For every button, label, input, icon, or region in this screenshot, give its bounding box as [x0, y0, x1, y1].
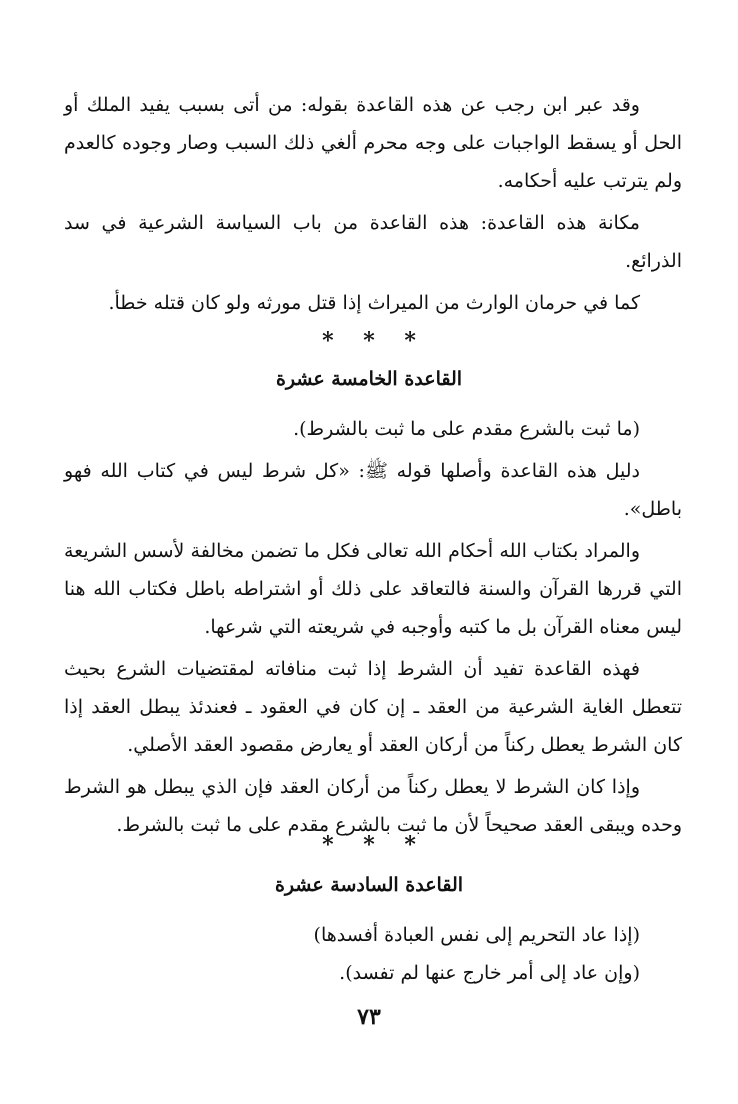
- rule-16-line-2: (وإن عاد إلى أمر خارج عنها لم تفسد).: [339, 962, 640, 984]
- rule-15-title: القاعدة الخامسة عشرة: [275, 368, 463, 390]
- rule-15-conclusion-paragraph: وإذا كان الشرط لا يعطل ركناً من أركان العقد فإن الذي يبطل هو الشرط وحده ويبقى العقد صحيحاً لأن ما ثبت بالشرع مقدم على ما ثبت بالشرط.: [64, 776, 682, 836]
- rule-15-body: [64, 410, 682, 844]
- ibn-rajab-paragraph: وقد عبر ابن رجب عن هذه القاعدة بقوله: من أتى بسبب يفيد الملك أو الحل أو يسقط الواجبات على وجه محرم ألغي ذلك السبب وصار وجوده كالعدم ولم يترتب عليه أحكامه.: [64, 94, 682, 192]
- previous-rule-continuation: [64, 86, 682, 322]
- rule-16-body: [64, 916, 682, 992]
- rule-16-line-1: (إذا عاد التحريم إلى نفس العبادة أفسدها): [313, 924, 640, 946]
- rule-15-statement: (ما ثبت بالشرع مقدم على ما ثبت بالشرط).: [293, 418, 640, 440]
- rule-status-paragraph: مكانة هذه القاعدة: هذه القاعدة من باب السياسة الشرعية في سد الذرائع.: [64, 212, 682, 272]
- section-separator-stars: * * *: [322, 328, 416, 354]
- rule-15-implication-paragraph: فهذه القاعدة تفيد أن الشرط إذا ثبت منافاته لمقتضيات الشرع بحيث تتعطل الغاية الشرعية من العقد ـ إن كان في العقود ـ فعندئذ يبطل العقد إذا كان الشرط يعطل ركناً من أركان العقد أو يعارض مقصود العقد الأصلي.: [64, 658, 682, 756]
- rule-15-meaning-paragraph: والمراد بكتاب الله أحكام الله تعالى فكل ما تضمن مخالفة لأسس الشريعة التي قررها القرآن والسنة فالتعاقد على ذلك أو اشتراطه باطل فكتاب الله هنا ليس معناه القرآن بل ما كتبه وأوجبه في شريعته التي شرعها.: [64, 540, 682, 638]
- section-separator-stars-2: * * *: [322, 832, 416, 858]
- inheritance-example-paragraph: كما في حرمان الوارث من الميراث إذا قتل مورثه ولو كان قتله خطأ.: [108, 292, 640, 314]
- rule-16-title: القاعدة السادسة عشرة: [274, 874, 464, 896]
- page-number: ٧٣: [357, 1004, 381, 1030]
- rule-15-evidence-paragraph: دليل هذه القاعدة وأصلها قوله ﷺ: «كل شرط ليس في كتاب الله فهو باطل».: [64, 460, 682, 520]
